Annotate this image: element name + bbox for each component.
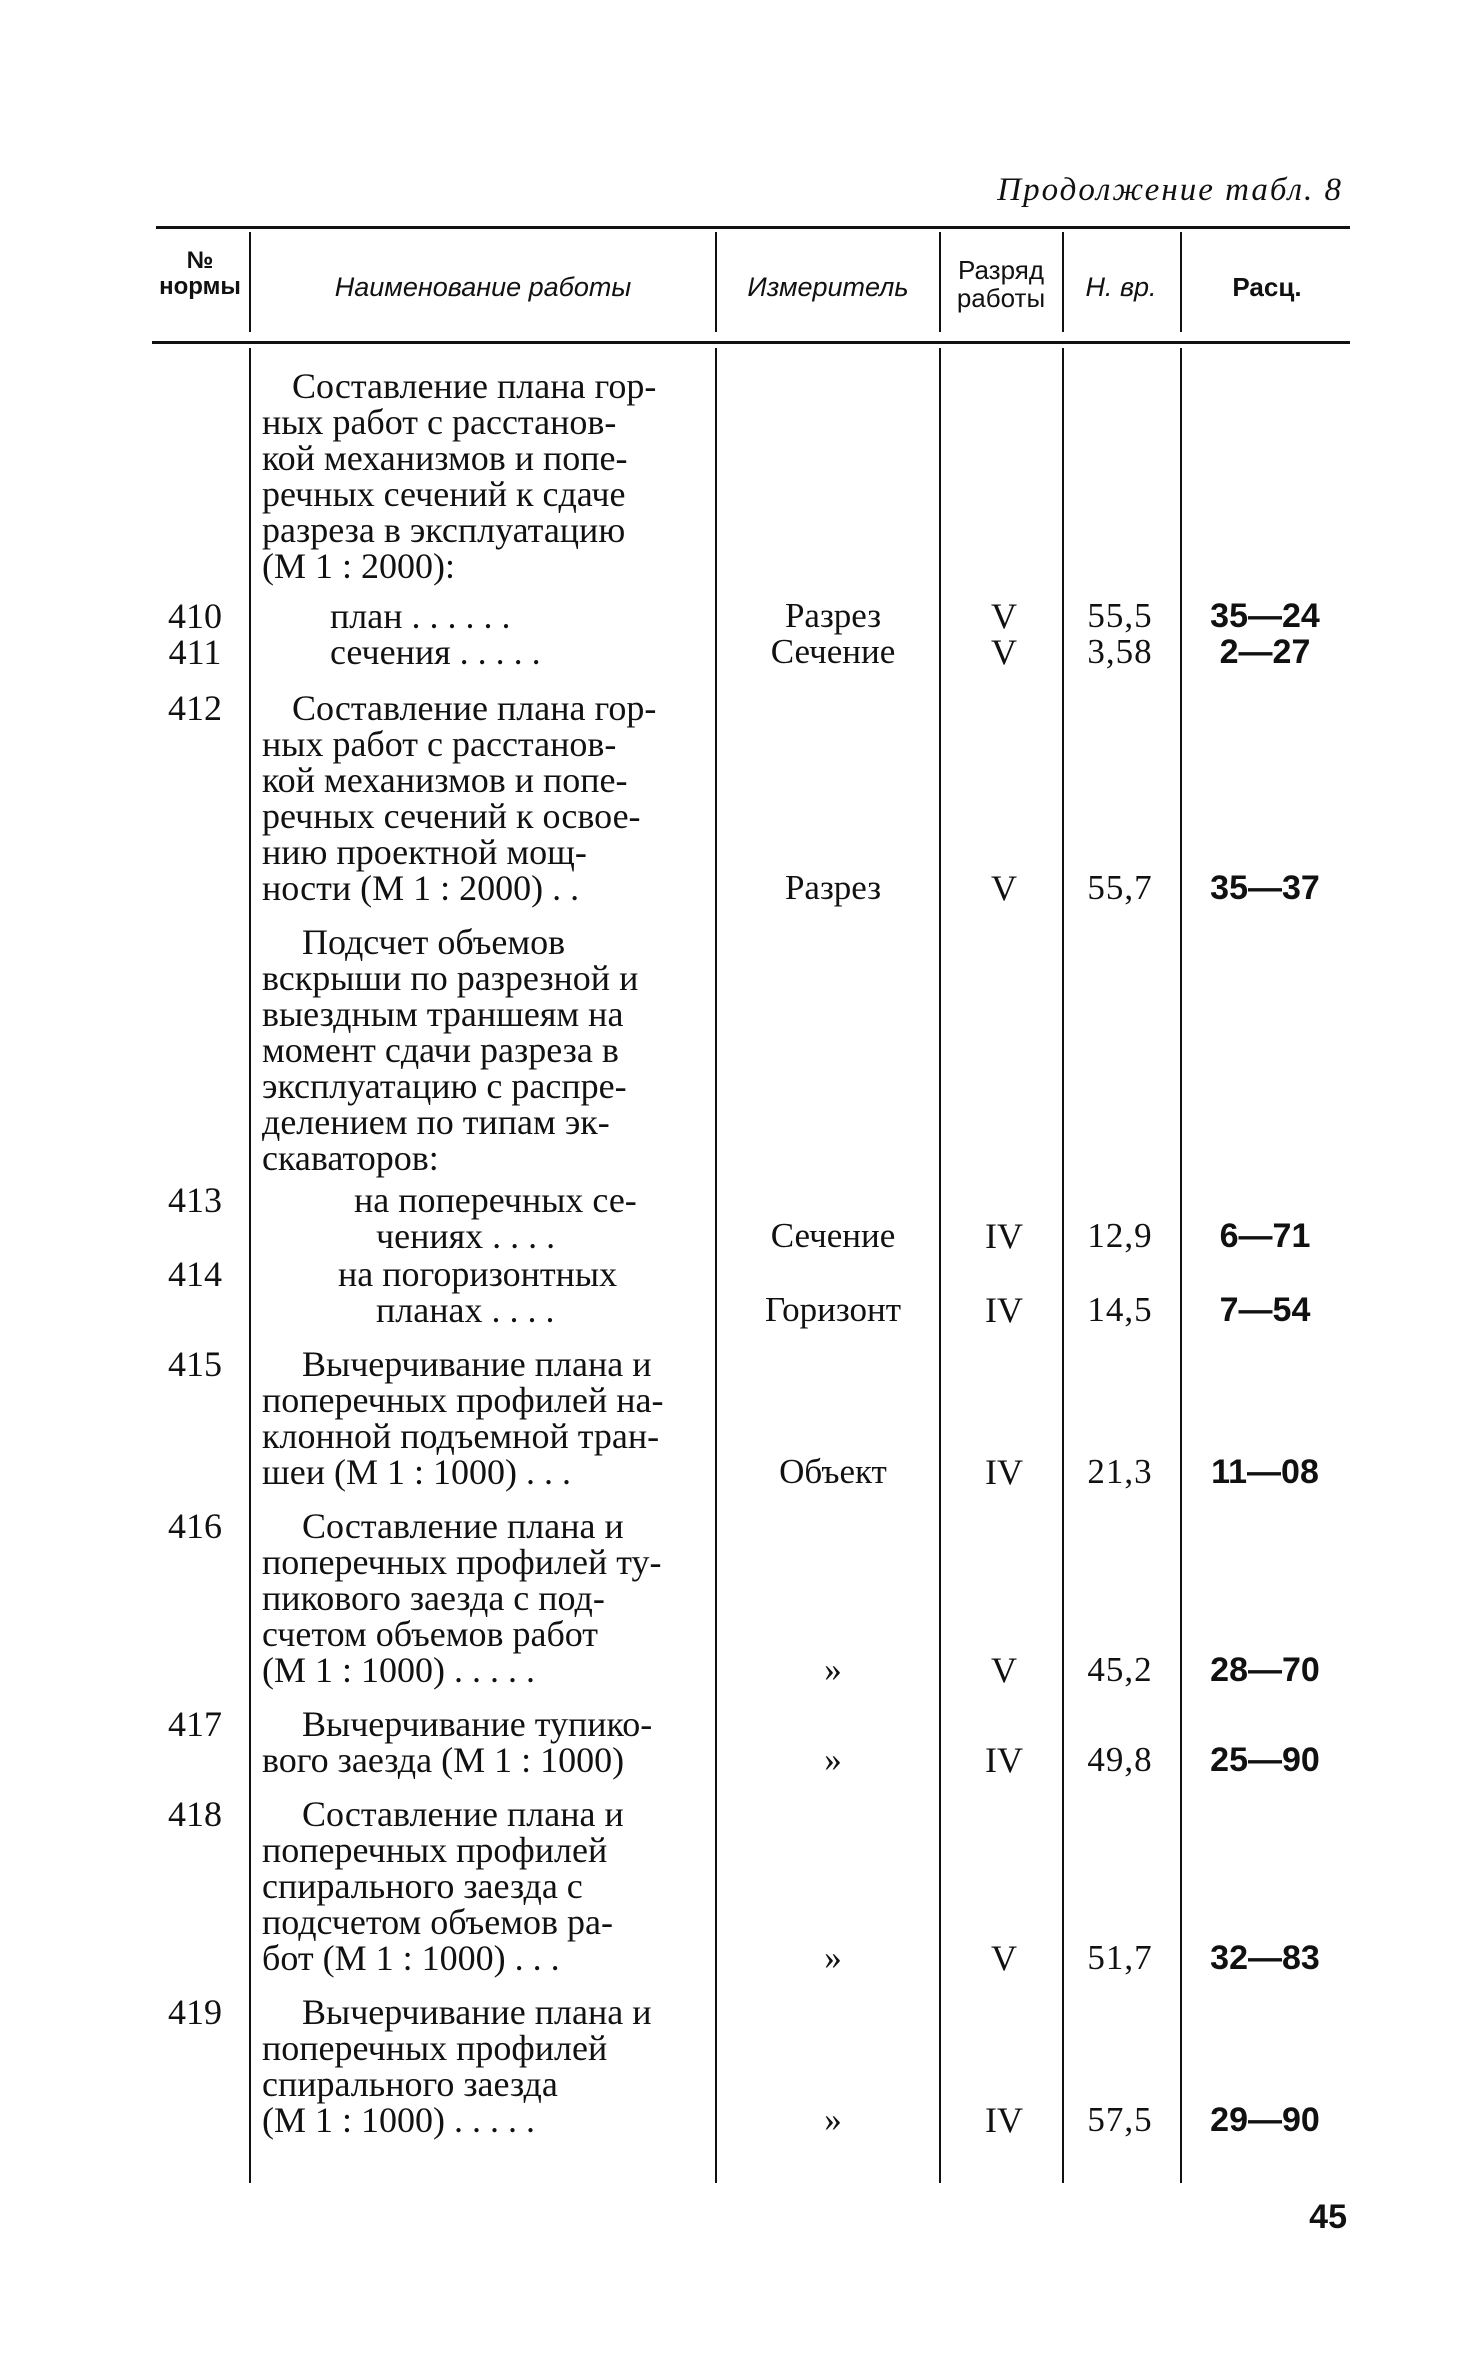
row-norm: 55,5 bbox=[1087, 596, 1153, 635]
description-line: на поперечных се- bbox=[354, 1180, 637, 1220]
description-line: (М 1 : 1000) . . . . . bbox=[262, 2100, 535, 2140]
row-description bbox=[262, 690, 698, 906]
row-norm: 45,2 bbox=[1087, 1650, 1153, 1689]
row-number: 410 bbox=[168, 596, 222, 636]
row-number: 411 bbox=[168, 632, 222, 672]
description-line: поперечных профилей на- bbox=[262, 1380, 664, 1420]
row-grade: V bbox=[991, 868, 1017, 908]
row-norm: 51,7 bbox=[1087, 1938, 1153, 1977]
column-divider bbox=[249, 348, 251, 2183]
description-line: вскрыши по разрезной и bbox=[262, 958, 639, 998]
row-number: 414 bbox=[168, 1254, 222, 1294]
row-description bbox=[262, 1796, 698, 1976]
row-number: 413 bbox=[168, 1180, 222, 1220]
row-number: 416 bbox=[168, 1506, 222, 1546]
row-description bbox=[262, 924, 698, 1176]
row-measure: Разрез bbox=[784, 596, 882, 635]
description-line: Составление плана гор- bbox=[292, 688, 657, 728]
header-num bbox=[150, 248, 250, 300]
description-line: Вычерчивание тупико- bbox=[302, 1704, 653, 1744]
description-line: Подсчет объемов bbox=[302, 922, 566, 962]
row-norm: 55,7 bbox=[1087, 868, 1153, 907]
description-line: спирального заезда с bbox=[262, 1866, 583, 1906]
row-rate: 35—24 bbox=[1210, 597, 1320, 635]
row-rate: 32—83 bbox=[1210, 1939, 1320, 1977]
header-rate: Расц. bbox=[1232, 272, 1302, 302]
row-norm: 3,58 bbox=[1087, 632, 1153, 671]
description-line: выездным траншеям на bbox=[262, 994, 624, 1034]
row-measure: » bbox=[824, 1650, 842, 1689]
row-rate: 35—37 bbox=[1210, 869, 1320, 907]
header-num-symbol: № bbox=[186, 247, 214, 274]
row-norm: 14,5 bbox=[1087, 1290, 1153, 1329]
description-line: Вычерчивание плана и bbox=[302, 1344, 652, 1384]
description-line: чениях . . . . bbox=[376, 1216, 556, 1256]
row-measure: » bbox=[824, 2100, 842, 2139]
description-line: пикового заезда с под- bbox=[262, 1578, 605, 1618]
header-grade-line1: Разряд bbox=[958, 255, 1044, 285]
description-line: вого заезда (М 1 : 1000) bbox=[262, 1740, 625, 1780]
row-number: 419 bbox=[168, 1992, 222, 2032]
description-line: кой механизмов и попе- bbox=[262, 438, 628, 478]
header-name: Наименование работы bbox=[334, 272, 632, 302]
description-line: на погоризонтных bbox=[338, 1254, 618, 1294]
row-measure: Объект bbox=[779, 1452, 887, 1491]
row-description bbox=[262, 368, 698, 584]
row-grade: V bbox=[991, 1650, 1017, 1690]
row-description bbox=[330, 598, 698, 634]
row-description bbox=[354, 1182, 698, 1254]
row-rate: 29—90 bbox=[1210, 2101, 1320, 2139]
row-rate: 6—71 bbox=[1219, 1217, 1311, 1255]
column-divider bbox=[1180, 232, 1182, 332]
description-line: Вычерчивание плана и bbox=[302, 1992, 652, 2032]
row-measure: » bbox=[824, 1938, 842, 1977]
description-line: Составление плана и bbox=[302, 1506, 624, 1546]
row-grade: V bbox=[991, 596, 1017, 636]
row-grade: V bbox=[991, 632, 1017, 672]
row-measure: Горизонт bbox=[764, 1290, 902, 1329]
row-rate: 7—54 bbox=[1219, 1291, 1311, 1329]
description-line: поперечных профилей bbox=[262, 1830, 608, 1870]
description-line: (М 1 : 1000) . . . . . bbox=[262, 1650, 535, 1690]
top-rule bbox=[156, 226, 1350, 229]
row-grade: IV bbox=[985, 1452, 1023, 1492]
description-line: Составление плана гор- bbox=[292, 366, 657, 406]
row-grade: V bbox=[991, 1938, 1017, 1978]
description-line: делением по типам эк- bbox=[262, 1102, 610, 1142]
row-number: 417 bbox=[168, 1704, 222, 1744]
description-line: план . . . . . . bbox=[330, 596, 511, 636]
description-line: ных работ с расстанов- bbox=[262, 402, 617, 442]
description-line: речных сечений к сдаче bbox=[262, 474, 626, 514]
description-line: планах . . . . bbox=[376, 1290, 555, 1330]
description-line: поперечных профилей bbox=[262, 2028, 608, 2068]
header-norm: Н. вр. bbox=[1085, 272, 1157, 302]
description-line: сечения . . . . . bbox=[330, 632, 541, 672]
row-description bbox=[262, 1994, 698, 2138]
row-norm: 49,8 bbox=[1087, 1740, 1153, 1779]
table-caption: Продолжение табл. 8 bbox=[997, 172, 1343, 208]
row-measure: Сечение bbox=[770, 1216, 896, 1255]
row-grade: IV bbox=[985, 2100, 1023, 2140]
description-line: подсчетом объемов ра- bbox=[262, 1902, 613, 1942]
description-line: счетом объемов работ bbox=[262, 1614, 599, 1654]
description-line: нию проектной мощ- bbox=[262, 832, 587, 872]
row-grade: IV bbox=[985, 1290, 1023, 1330]
row-description bbox=[262, 1346, 698, 1490]
row-number: 418 bbox=[168, 1794, 222, 1834]
row-rate: 25—90 bbox=[1210, 1741, 1320, 1779]
header-grade bbox=[942, 256, 1060, 312]
description-line: эксплуатацию с распре- bbox=[262, 1066, 627, 1106]
header-num-label: нормы bbox=[159, 273, 241, 300]
description-line: Составление плана и bbox=[302, 1794, 624, 1834]
row-description bbox=[262, 1508, 698, 1688]
row-number: 415 bbox=[168, 1344, 222, 1384]
header-measure: Измеритель bbox=[747, 272, 909, 302]
row-measure: Разрез bbox=[784, 868, 882, 907]
description-line: поперечных профилей ту- bbox=[262, 1542, 662, 1582]
column-divider bbox=[715, 348, 717, 2183]
row-norm: 57,5 bbox=[1087, 2100, 1153, 2139]
row-measure: Сечение bbox=[770, 632, 896, 671]
page-number: 45 bbox=[1309, 2198, 1347, 2236]
row-norm: 21,3 bbox=[1087, 1452, 1153, 1491]
description-line: (М 1 : 2000): bbox=[262, 546, 455, 586]
row-norm: 12,9 bbox=[1087, 1216, 1153, 1255]
description-line: бот (М 1 : 1000) . . . bbox=[262, 1938, 560, 1978]
description-line: ности (М 1 : 2000) . . bbox=[262, 868, 580, 908]
header-grade-line2: работы bbox=[956, 283, 1046, 313]
row-description bbox=[338, 1256, 698, 1328]
column-divider bbox=[939, 232, 941, 332]
row-description bbox=[330, 634, 698, 670]
description-line: разреза в эксплуатацию bbox=[262, 510, 626, 550]
description-line: кой механизмов и попе- bbox=[262, 760, 628, 800]
row-measure: » bbox=[824, 1740, 842, 1779]
header-rule bbox=[152, 341, 1350, 344]
description-line: момент сдачи разреза в bbox=[262, 1030, 619, 1070]
row-description bbox=[262, 1706, 698, 1778]
description-line: речных сечений к освое- bbox=[262, 796, 641, 836]
row-number: 412 bbox=[168, 688, 222, 728]
description-line: клонной подъемной тран- bbox=[262, 1416, 660, 1456]
row-rate: 11—08 bbox=[1211, 1453, 1319, 1491]
description-line: спирального заезда bbox=[262, 2064, 558, 2104]
row-grade: IV bbox=[985, 1740, 1023, 1780]
row-rate: 2—27 bbox=[1219, 633, 1311, 671]
description-line: скаваторов: bbox=[262, 1138, 439, 1178]
row-rate: 28—70 bbox=[1210, 1651, 1320, 1689]
column-divider bbox=[715, 232, 717, 332]
row-grade: IV bbox=[985, 1216, 1023, 1256]
description-line: шеи (М 1 : 1000) . . . bbox=[262, 1452, 571, 1492]
description-line: ных работ с расстанов- bbox=[262, 724, 617, 764]
